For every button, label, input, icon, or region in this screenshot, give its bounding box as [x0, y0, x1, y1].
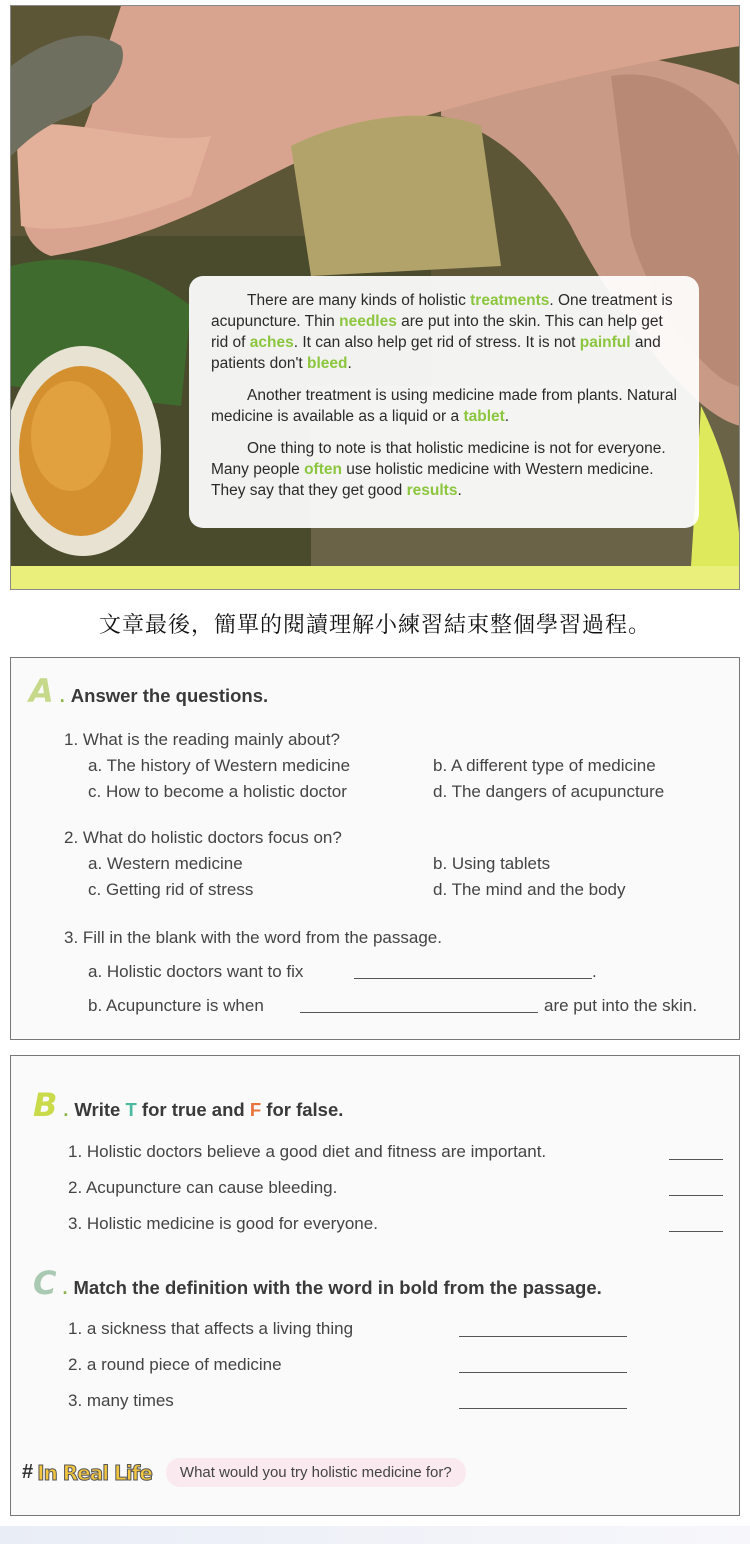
- q3-blank-a[interactable]: [354, 978, 592, 979]
- section-a-box: [10, 657, 740, 1040]
- section-c-heading: [33, 1264, 602, 1302]
- true-letter: T: [125, 1099, 137, 1120]
- keyword-often: often: [304, 461, 342, 478]
- q3-item-a-end: .: [592, 962, 597, 981]
- match-answer-3[interactable]: [459, 1408, 627, 1409]
- keyword-painful: painful: [579, 334, 631, 351]
- reading-paragraph-1: [211, 290, 679, 374]
- match-item-2: 2. a round piece of medicine: [68, 1355, 282, 1374]
- reading-paragraph-3: [211, 438, 679, 501]
- tf-item-3: 3. Holistic medicine is good for everyone.: [68, 1214, 378, 1233]
- in-real-life-question: What would you try holistic medicine for?: [166, 1458, 466, 1487]
- match-item-3: 3. many times: [68, 1391, 174, 1410]
- match-answer-2[interactable]: [459, 1372, 627, 1373]
- q2-option-b[interactable]: b. Using tablets: [433, 854, 551, 873]
- reading-paragraph-2: [211, 385, 679, 427]
- section-bc-box: [10, 1055, 740, 1516]
- title-run: for true and: [136, 1099, 250, 1120]
- reading-passage: [189, 276, 699, 528]
- section-dot: .: [63, 1100, 69, 1120]
- section-dot: .: [62, 1278, 68, 1298]
- tf-item-2: 2. Acupuncture can cause bleeding.: [68, 1178, 338, 1197]
- q3-item-a: a. Holistic doctors want to fix: [88, 962, 304, 981]
- q1-option-c[interactable]: c. How to become a holistic doctor: [88, 782, 347, 801]
- section-c-letter: C: [33, 1264, 57, 1302]
- section-a-letter: A: [29, 672, 54, 710]
- text-run: are put into the skin. This can help get rid of: [211, 313, 663, 351]
- q3-item-b: b. Acupuncture is when: [88, 996, 264, 1015]
- tf-answer-3[interactable]: [669, 1231, 723, 1232]
- text-run: . One treatment is acupuncture. Thin: [211, 292, 673, 330]
- section-c-title: Match the definition with the word in bold from the passage.: [73, 1277, 602, 1298]
- text-run: There are many kinds of holistic: [247, 292, 471, 309]
- question-2: 2. What do holistic doctors focus on?: [64, 828, 342, 847]
- keyword-aches: aches: [249, 334, 294, 351]
- tf-answer-1[interactable]: [669, 1159, 723, 1160]
- text-run: . It can also help get rid of stress. It is not: [293, 334, 580, 351]
- title-run: Write: [74, 1099, 126, 1120]
- hash-symbol: #: [22, 1461, 34, 1483]
- keyword-needles: needles: [339, 313, 397, 330]
- section-a-title: Answer the questions.: [70, 685, 269, 706]
- text-run: Another treatment is using medicine made from plants. Natural medicine is available as a liquid or a: [211, 387, 677, 425]
- match-answer-1[interactable]: [459, 1336, 627, 1337]
- section-a-heading: [29, 672, 269, 710]
- tf-answer-2[interactable]: [669, 1195, 723, 1196]
- keyword-tablet: tablet: [463, 408, 505, 425]
- section-b-title: [74, 1099, 343, 1121]
- false-letter: F: [249, 1099, 262, 1120]
- chinese-caption: 文章最後，簡單的閱讀理解小練習結束整個學習過程。: [98, 613, 651, 638]
- text-run: .: [504, 408, 510, 425]
- q1-option-d[interactable]: d. The dangers of acupuncture: [433, 782, 665, 801]
- q2-option-d[interactable]: d. The mind and the body: [433, 880, 626, 899]
- question-3: 3. Fill in the blank with the word from the passage.: [64, 928, 442, 947]
- in-real-life-row: [22, 1458, 466, 1487]
- section-b-heading: [33, 1086, 344, 1124]
- question-1: 1. What is the reading mainly about?: [64, 730, 340, 749]
- in-real-life-logo: In Real Life: [37, 1460, 152, 1485]
- q2-option-a[interactable]: a. Western medicine: [88, 854, 243, 873]
- q3-blank-b[interactable]: [300, 1012, 538, 1013]
- text-run: use holistic medicine with Western medicine. They say that they get good: [211, 461, 654, 499]
- keyword-bleed: bleed: [307, 355, 348, 372]
- text-run: .: [457, 482, 462, 499]
- q2-option-c[interactable]: c. Getting rid of stress: [88, 880, 254, 899]
- match-item-1: 1. a sickness that affects a living thing: [68, 1319, 354, 1338]
- q3-item-b-end: are put into the skin.: [544, 996, 698, 1015]
- keyword-results: results: [406, 482, 458, 499]
- text-run: .: [347, 355, 352, 372]
- text-run: One thing to note is that holistic medicine is not for everyone. Many people: [211, 440, 666, 478]
- tf-item-1: 1. Holistic doctors believe a good diet and fitness are important.: [68, 1142, 547, 1161]
- keyword-treatments: treatments: [470, 292, 550, 309]
- bottom-strip: [0, 1526, 750, 1544]
- section-dot: .: [59, 686, 65, 706]
- section-b-letter: B: [33, 1086, 58, 1124]
- title-run: for false.: [261, 1099, 344, 1120]
- text-run: and patients don't: [211, 334, 661, 372]
- illustration-photo: [10, 5, 740, 590]
- q1-option-a[interactable]: a. The history of Western medicine: [88, 756, 351, 775]
- q1-option-b[interactable]: b. A different type of medicine: [433, 756, 656, 775]
